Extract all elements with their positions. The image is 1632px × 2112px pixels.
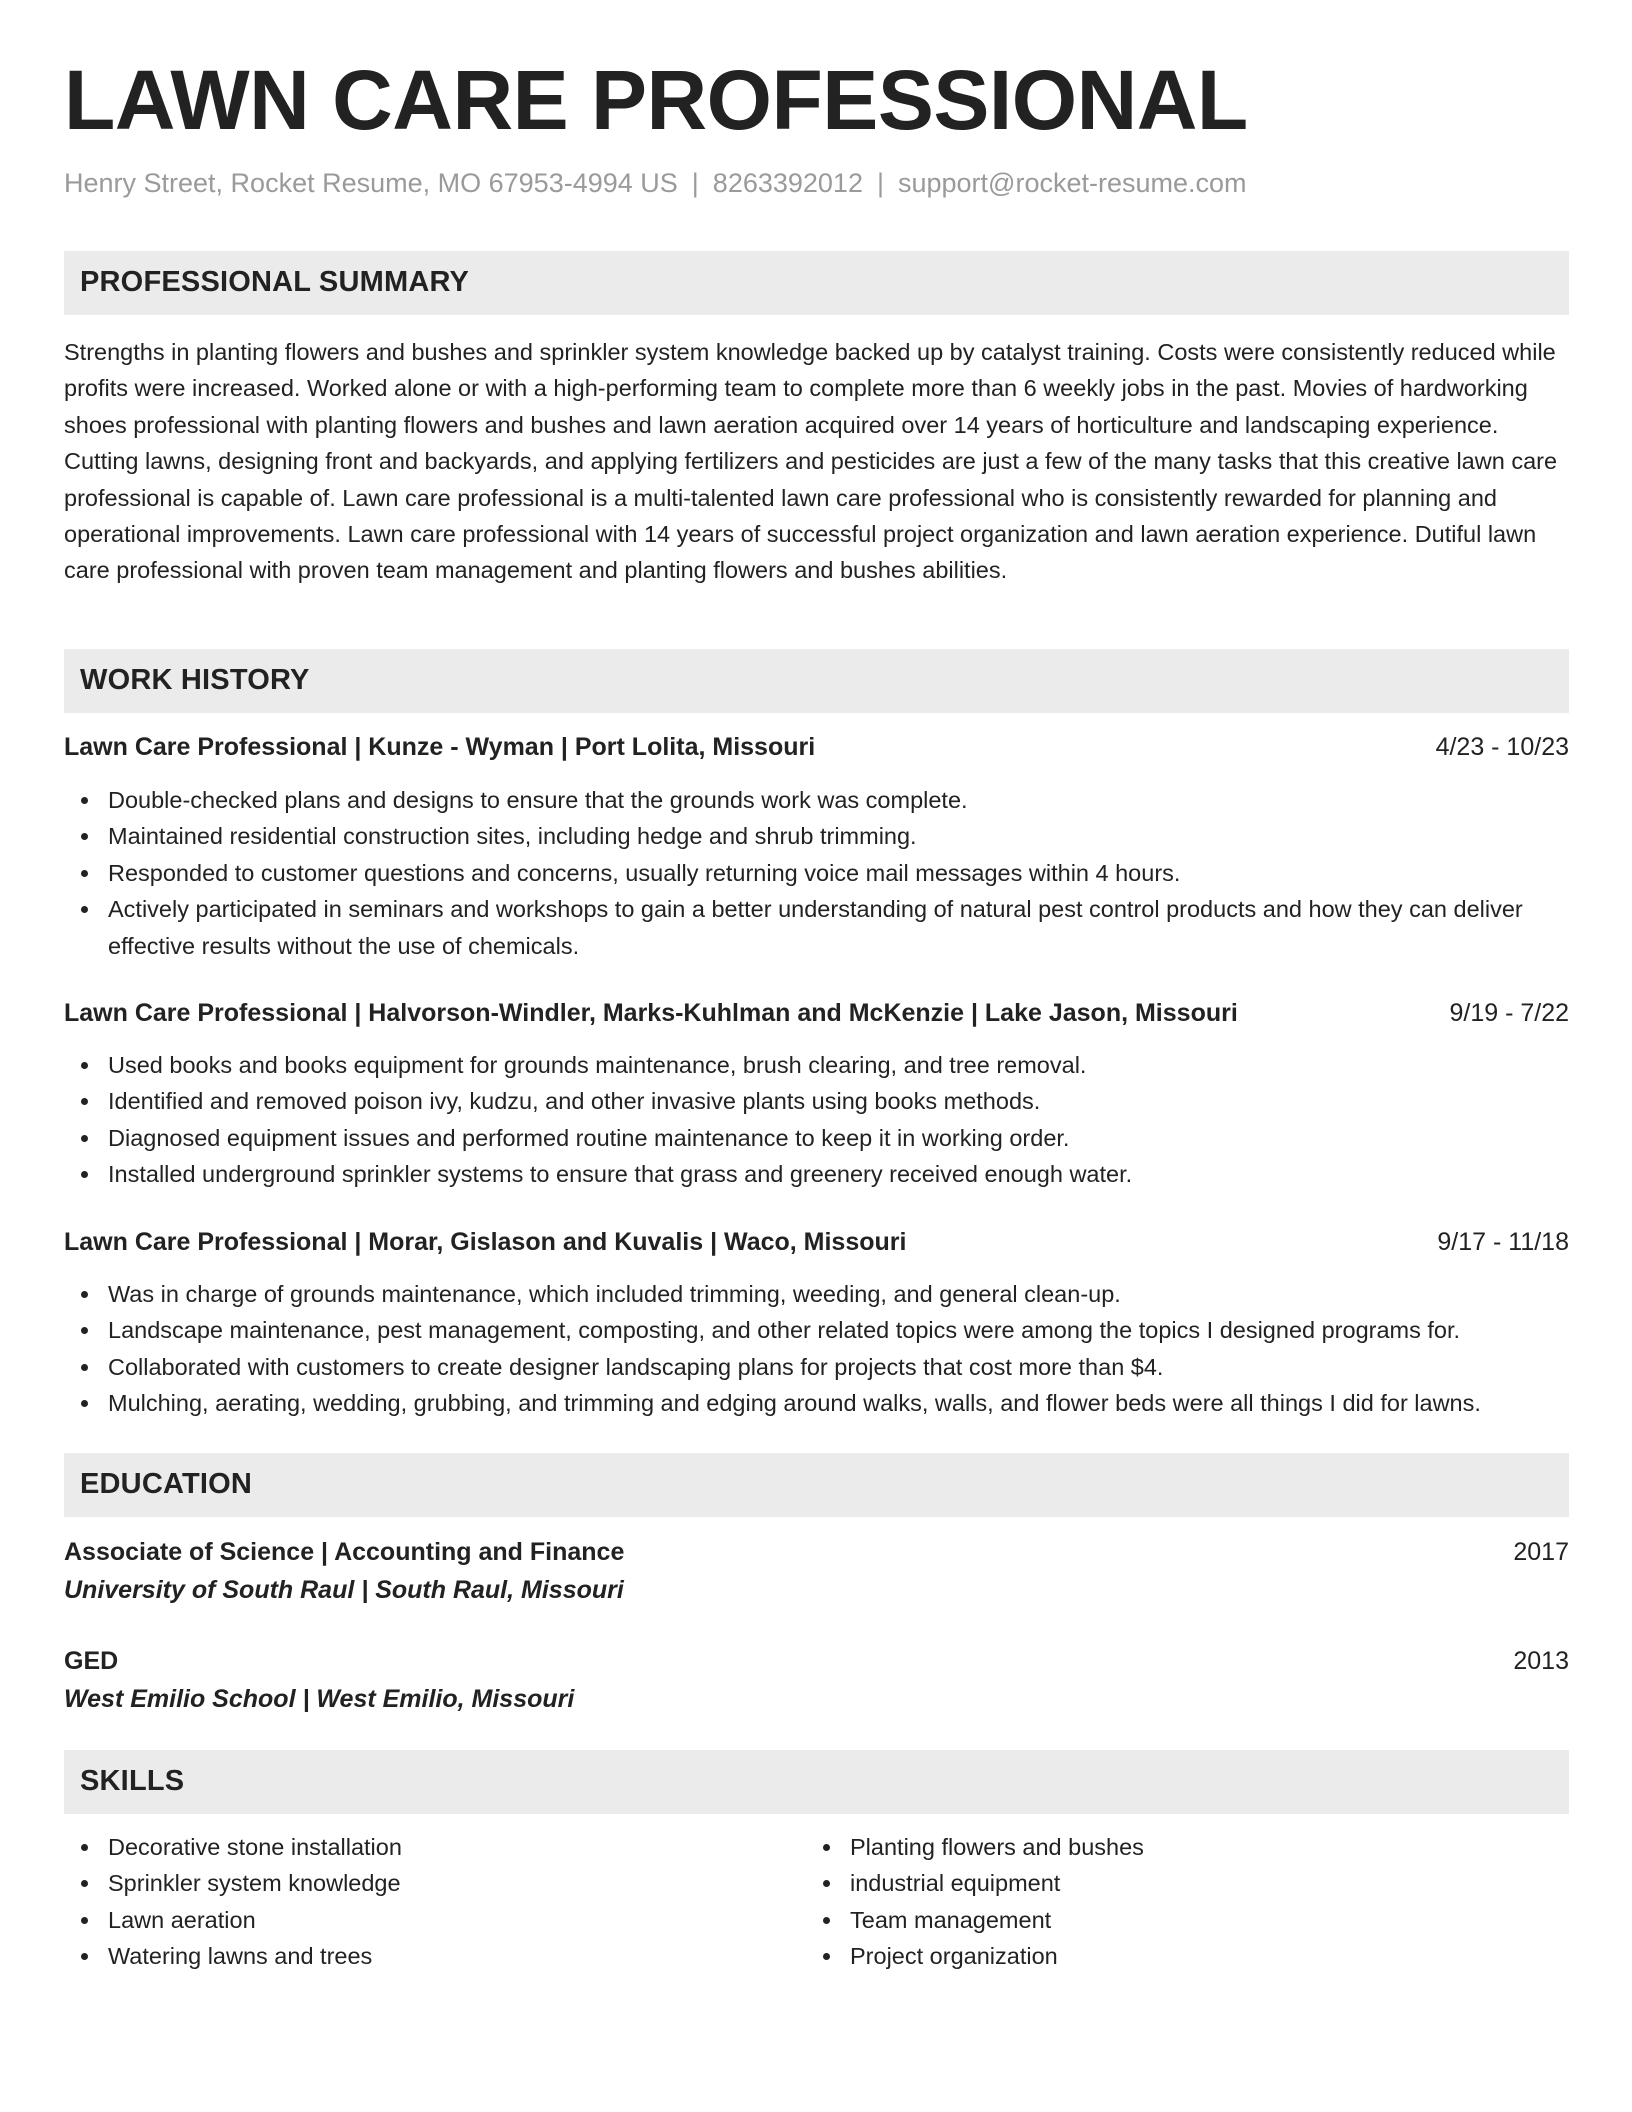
summary-text: Strengths in planting flowers and bushes and sprinkler system knowledge backed up by catalyst training. Costs were consistently reduced while profits were increased. Worked alone or with a high-performing team to complete more than 6 weekly jobs in the past. Movies of hardworking shoes professional with planting flowers and bushes and lawn aeration acquired over 14 years of horticulture and landscaping experience. Cutting lawns, designing front and backyards, and applying fertilizers and pesticides are just a few of the many tasks that this creative lawn care professional is capable of. Lawn care professional is a multi-talented lawn care professional who is consistently rewarded for planning and operational improvements. Lawn care professional with 14 years of successful project organization and lawn aeration experience. Dutiful lawn care professional with proven team management and planting flowers and bushes abilities. — [64, 339, 1558, 584]
job-bullet: Maintained residential construction sites, including hedge and shrub trimming. — [64, 818, 1569, 854]
skill-item: industrial equipment — [806, 1865, 1632, 1901]
job-header — [64, 999, 1569, 1028]
contact-separator: | — [691, 168, 699, 198]
skills-list-right — [806, 1829, 1632, 1975]
job-dates: 9/19 - 7/22 — [1449, 999, 1569, 1027]
job-bullet: Double-checked plans and designs to ensure that the grounds work was complete. — [64, 782, 1569, 818]
education-year: 2013 — [1513, 1647, 1569, 1675]
education-school: University of South Raul | South Raul, Missouri — [64, 1576, 624, 1604]
job-header — [64, 733, 1569, 762]
education-school: West Emilio School | West Emilio, Missouri — [64, 1685, 575, 1713]
skill-item: Sprinkler system knowledge — [64, 1865, 1569, 1901]
resume-name: LAWN CARE PROFESSIONAL — [64, 53, 1248, 147]
contact-address: Henry Street, Rocket Resume, MO 67953-4994 US — [64, 168, 678, 198]
job-title: Lawn Care Professional | Halvorson-Windler, Marks-Kuhlman and McKenzie | Lake Jason, Missouri — [64, 999, 1238, 1027]
job-bullet: Was in charge of grounds maintenance, which included trimming, weeding, and general clean-up. — [64, 1276, 1569, 1312]
skills-heading: SKILLS — [80, 1765, 185, 1797]
job-bullet: Responded to customer questions and concerns, usually returning voice mail messages within 4 hours. — [64, 855, 1569, 891]
job-bullet: Actively participated in seminars and workshops to gain a better understanding of natural pest control products and how they can deliver effective results without the use of chemicals. — [64, 891, 1569, 964]
job-bullet-list — [64, 1047, 1569, 1193]
skill-item: Watering lawns and trees — [64, 1938, 1569, 1974]
job-dates: 4/23 - 10/23 — [1435, 733, 1569, 761]
skill-item: Lawn aeration — [64, 1902, 1569, 1938]
contact-email: support@rocket-resume.com — [897, 168, 1247, 198]
job-bullet-list — [64, 1276, 1569, 1422]
job-title: Lawn Care Professional | Morar, Gislason and Kuvalis | Waco, Missouri — [64, 1228, 907, 1256]
skill-item: Planting flowers and bushes — [806, 1829, 1632, 1865]
contact-separator: | — [876, 168, 884, 198]
job-bullet: Mulching, aerating, wedding, grubbing, and trimming and edging around walks, walls, and flower beds were all things I did for lawns. — [64, 1385, 1569, 1421]
education-degree: Associate of Science | Accounting and Finance — [64, 1538, 625, 1566]
job-bullet-list — [64, 782, 1569, 964]
skill-item: Decorative stone installation — [64, 1829, 1569, 1865]
job-bullet: Identified and removed poison ivy, kudzu, and other invasive plants using books methods. — [64, 1083, 1569, 1119]
summary-heading: PROFESSIONAL SUMMARY — [80, 266, 470, 298]
job-bullet: Used books and books equipment for grounds maintenance, brush clearing, and tree removal. — [64, 1047, 1569, 1083]
job-title: Lawn Care Professional | Kunze - Wyman | Port Lolita, Missouri — [64, 733, 816, 761]
contact-phone: 8263392012 — [712, 168, 863, 198]
contact-line — [64, 168, 1247, 199]
education-degree-row — [64, 1647, 1569, 1676]
job-bullet: Installed underground sprinkler systems to ensure that grass and greenery received enough water. — [64, 1156, 1569, 1192]
education-degree: GED — [64, 1647, 119, 1675]
summary-section-header — [64, 251, 1569, 315]
work-section-header — [64, 649, 1569, 713]
work-heading: WORK HISTORY — [80, 664, 310, 696]
job-dates: 9/17 - 11/18 — [1437, 1228, 1569, 1256]
education-heading: EDUCATION — [80, 1468, 253, 1500]
skill-item: Team management — [806, 1902, 1632, 1938]
education-year: 2017 — [1513, 1538, 1569, 1566]
skill-item: Project organization — [806, 1938, 1632, 1974]
education-degree-row — [64, 1538, 1569, 1567]
job-bullet: Collaborated with customers to create designer landscaping plans for projects that cost more than $4. — [64, 1349, 1569, 1385]
job-bullet: Diagnosed equipment issues and performed routine maintenance to keep it in working order. — [64, 1120, 1569, 1156]
skills-section-header — [64, 1750, 1569, 1814]
education-section-header — [64, 1453, 1569, 1517]
job-header — [64, 1228, 1569, 1257]
job-bullet: Landscape maintenance, pest management, composting, and other related topics were among the topics I designed programs for. — [64, 1312, 1569, 1348]
